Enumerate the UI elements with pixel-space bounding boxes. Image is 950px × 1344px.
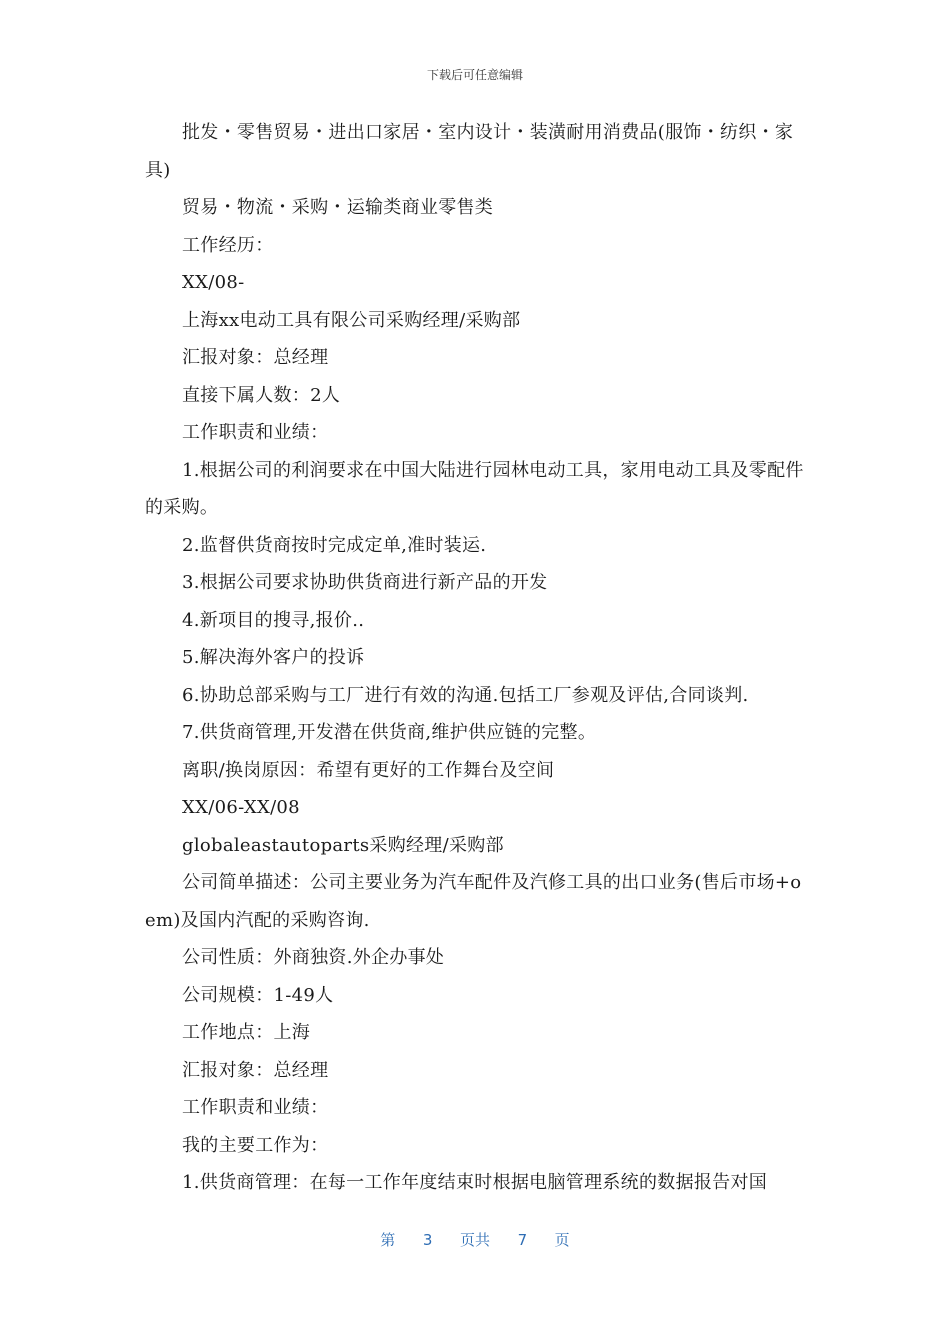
paragraph-company-position: 上海xx电动工具有限公司采购经理/采购部 — [182, 309, 521, 331]
list-item: 3.根据公司要求协助供货商进行新产品的开发 — [182, 572, 548, 593]
header-note: 下载后可任意编辑 — [426, 68, 523, 82]
footer-suffix: 页 — [554, 1231, 570, 1249]
paragraph-date-range: XX/08- — [182, 272, 245, 293]
paragraph-leave-reason: 离职/换岗原因：希望有更好的工作舞台及空间 — [182, 759, 555, 781]
paragraph-report-to: 汇报对象：总经理 — [182, 1059, 329, 1081]
paragraph-company-size: 公司规模：1-49人 — [182, 984, 334, 1006]
list-item: 6.协助总部采购与工厂进行有效的沟通.包括工厂参观及评估,合同谈判. — [182, 684, 749, 706]
paragraph-subordinates: 直接下属人数：2人 — [182, 384, 341, 406]
section-heading-work-experience: 工作经历： — [182, 234, 274, 256]
current-page-number: 3 — [422, 1231, 433, 1249]
paragraph-industry-category: 贸易・物流・采购・运输类商业零售类 — [182, 197, 494, 218]
paragraph-company-position: globaleastautoparts采购经理/采购部 — [182, 834, 504, 856]
document-body — [145, 114, 810, 1202]
paragraph-work-location: 工作地点：上海 — [182, 1022, 311, 1043]
footer-middle: 页共 — [459, 1231, 490, 1249]
list-item: 7.供货商管理,开发潜在供货商,维护供应链的完整。 — [182, 722, 597, 743]
list-item: 4.新项目的搜寻,报价.. — [182, 609, 365, 631]
list-item: 2.监督供货商按时完成定单,准时装运. — [182, 534, 487, 556]
footer-prefix: 第 — [380, 1231, 396, 1249]
paragraph-company-nature: 公司性质：外商独资.外企办事处 — [182, 947, 445, 968]
paragraph-date-range: XX/06-XX/08 — [182, 797, 300, 818]
list-item: 1.供货商管理：在每一工作年度结束时根据电脑管理系统的数据报告对国 — [182, 1172, 768, 1193]
paragraph-duties-heading: 工作职责和业绩： — [182, 1097, 329, 1118]
list-item: 5.解决海外客户的投诉 — [182, 647, 365, 668]
paragraph-company-description: 公司简单描述：公司主要业务为汽车配件及汽修工具的出口业务(售后市场+oem)及国内汽配的采购咨询. — [145, 872, 802, 931]
paragraph-report-to: 汇报对象：总经理 — [182, 347, 329, 368]
paragraph-duties-heading: 工作职责和业绩： — [182, 422, 329, 443]
paragraph-main-work: 我的主要工作为： — [182, 1134, 329, 1156]
page-footer — [0, 1229, 950, 1250]
total-pages-number: 7 — [517, 1231, 528, 1249]
list-item: 1.根据公司的利润要求在中国大陆进行园林电动工具，家用电动工具及零配件的采购。 — [145, 459, 804, 518]
paragraph-industry-list: 批发・零售贸易・进出口家居・室内设计・装潢耐用消费品(服饰・纺织・家具) — [145, 122, 794, 181]
